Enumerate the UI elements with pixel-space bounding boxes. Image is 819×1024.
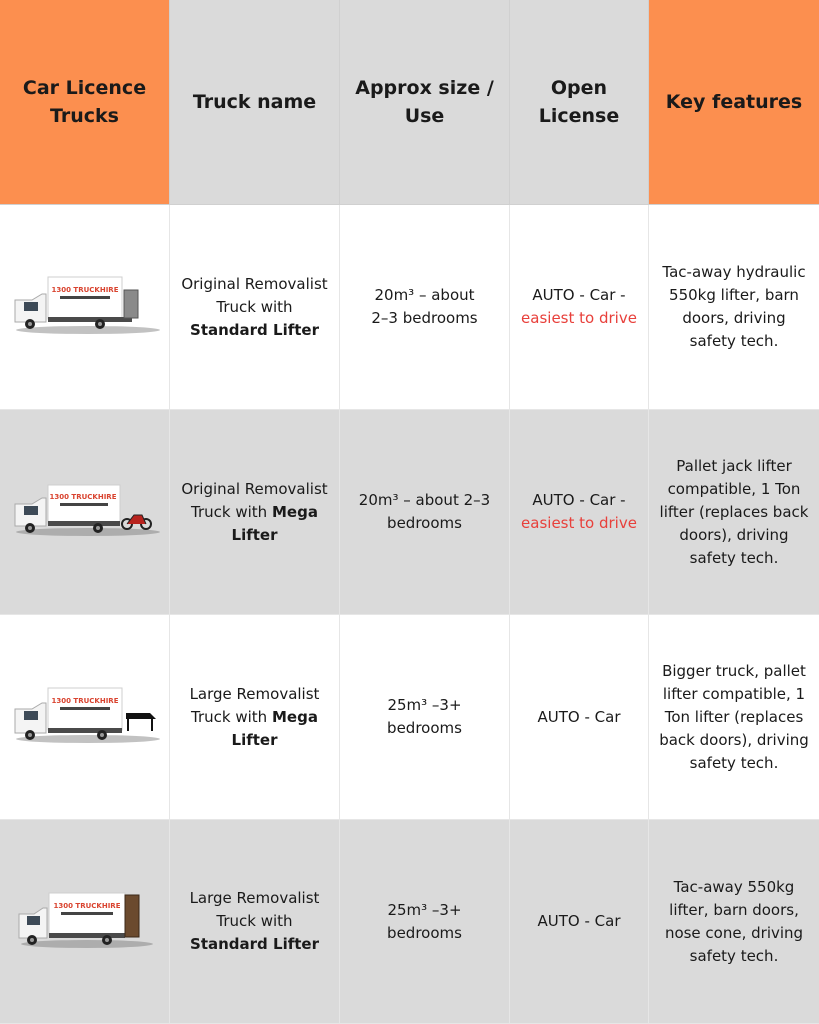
motorbike-icon [122,515,151,529]
size-cell: 25m³ –3+ bedrooms [340,820,510,1024]
svg-text:1300 TRUCKHIRE: 1300 TRUCKHIRE [53,901,120,910]
truck-name-cell: Large Removalist Truck with Standard Lifter [170,820,340,1024]
header-size-use: Approx size / Use [340,0,510,205]
truck-image-cell [0,615,170,820]
header-key-features: Key features [649,0,819,205]
size-cell: 20m³ – about 2–3 bedrooms [340,410,510,615]
features-cell: Pallet jack lifter compatible, 1 Ton lifter (replaces back doors), driving safety tech. [649,410,819,615]
piano-icon [126,713,156,731]
features-cell: Tac-away hydraulic 550kg lifter, barn doors, driving safety tech. [649,205,819,410]
license-cell: AUTO - Car - easiest to drive [510,205,649,410]
truck-name-cell: Original Removalist Truck with Standard Lifter [170,205,340,410]
size-cell: 25m³ –3+ bedrooms [340,615,510,820]
truck-image-cell [0,820,170,1024]
header-open-license: Open License [510,0,649,205]
license-cell: AUTO - Car [510,615,649,820]
truck-name-cell: Large Removalist Truck with Mega Lifter [170,615,340,820]
svg-text:1300 TRUCKHIRE: 1300 TRUCKHIRE [51,697,118,705]
fridge-icon [124,290,138,318]
header-car-licence-trucks: Car Licence Trucks [0,0,170,205]
features-cell: Tac-away 550kg lifter, barn doors, nose cone, driving safety tech. [649,820,819,1024]
barn-door-icon [125,895,139,937]
license-cell: AUTO - Car [510,820,649,1024]
truck-image-large-piano [10,685,160,749]
truck-image-standard-fridge [10,272,160,342]
truck-name-cell: Original Removalist Truck with Mega Lifter [170,410,340,615]
header-truck-name: Truck name [170,0,340,205]
features-cell: Bigger truck, pallet lifter compatible, 1 Ton lifter (replaces back doors), driving safety tech. [649,615,819,820]
truck-image-large-standard [15,890,155,954]
truck-image-cell [0,410,170,615]
truck-image-cell [0,205,170,410]
size-cell: 20m³ – about 2–3 bedrooms [340,205,510,410]
svg-text:1300 TRUCKHIRE: 1300 TRUCKHIRE [51,286,118,294]
svg-text:1300 TRUCKHIRE: 1300 TRUCKHIRE [49,493,116,501]
truck-image-mega-motorbike [10,482,160,542]
license-cell: AUTO - Car - easiest to drive [510,410,649,615]
